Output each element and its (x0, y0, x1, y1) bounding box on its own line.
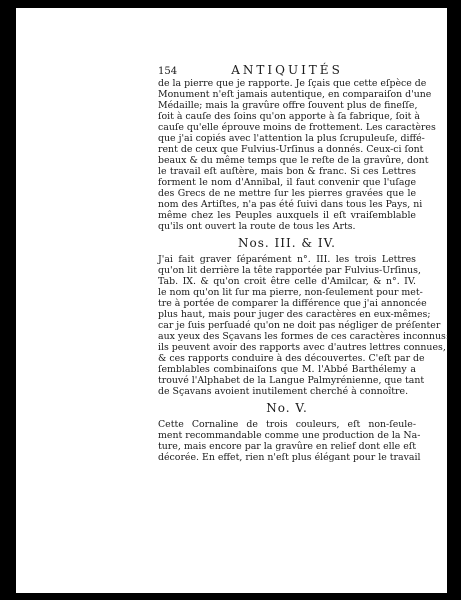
text-line: ſemblables combinaiſons que M. l'Abbé Barthélemy a (158, 364, 416, 375)
text-line: Monument n'eſt jamais autentique, en comparaiſon d'une (158, 89, 432, 100)
page-number: 154 (158, 66, 178, 77)
text-line: Cette Cornaline de trois couleurs, eſt non-ſeule- (158, 419, 416, 430)
text-line: beaux & du même temps que le reſte de la gravûre, dont (158, 155, 429, 166)
section-heading: Nos. III. & IV. (238, 236, 336, 250)
text-line: car je ſuis perſuadé qu'on ne doit pas négliger de préſenter (158, 320, 441, 331)
text-line: ſoit à cauſe des ſoins qu'on apporte à ſa fabrique, ſoit à (158, 111, 421, 122)
text-line: aux yeux des Sçavans les formes de ces caractères inconnus: (158, 331, 449, 342)
text-line: plus haut, mais pour juger des caractères en eux-mêmes; (158, 309, 431, 320)
text-line: nom des Artiſtes, n'a pas été ſuivi dans tous les Pays, ni (158, 199, 423, 210)
paragraph-3 (158, 419, 421, 463)
text-line: qu'ils ont ouvert la route de tous les Arts. (158, 221, 356, 232)
text-line: que j'ai copiés avec l'attention la plus ſcrupuleuſe, diffé- (158, 133, 425, 144)
text-line: Médaille; mais la gravûre offre ſouvent plus de fineſſe, (158, 100, 418, 111)
text-line: trouvé l'Alphabet de la Langue Palmyrénienne, que tant (158, 375, 425, 386)
text-line: & ces rapports conduire à des découvertes. C'eſt par de (158, 353, 425, 364)
text-line: le nom qu'on lit ſur ma pierre, non-ſeulement pour met- (158, 287, 423, 298)
text-line: Tab. IX. & qu'on croit être celle d'Amilcar, & n°. IV. (158, 276, 416, 287)
paragraph-1 (158, 78, 436, 232)
text-line: de la pierre que je rapporte. Je ſçais que cette eſpèce de (158, 78, 427, 89)
text-line: cauſe qu'elle éprouve moins de frottement. Les caractères (158, 122, 436, 133)
text-line: forment le nom d'Annibal, il faut convenir que l'uſage (158, 177, 416, 188)
section-heading: No. V. (266, 401, 308, 415)
text-line: qu'on lit derrière la tête rapportée par Fulvius-Urſinus, (158, 265, 421, 276)
text-line: ils peuvent avoir des rapports avec d'autres lettres connues, (158, 342, 446, 353)
text-block (158, 63, 449, 463)
text-line: ture, mais encore par la gravûre en relief dont elle eſt (158, 441, 416, 452)
text-line: même chez les Peuples auxquels il eſt vraiſemblable (158, 210, 416, 221)
text-line: de Sçavans avoient inutilement cherché à connoître. (158, 386, 409, 397)
text-line: le travail eſt auſtère, mais bon & franc. Si ces Lettres (158, 166, 416, 177)
text-line: décorée. En effet, rien n'eſt plus élégant pour le travail (158, 452, 421, 463)
text-line: ment recommandable comme une production de la Na- (158, 430, 421, 441)
text-line: J'ai fait graver ſéparément n°. III. les trois Lettres (158, 254, 416, 265)
running-head (158, 63, 416, 77)
text-line: rent de ceux que Fulvius-Urſinus a donnés. Ceux-ci ſont (158, 144, 424, 155)
book-page (16, 8, 447, 593)
text-line: tre à portée de comparer la différence que j'ai annoncée (158, 298, 427, 309)
text-line: des Grecs de ne mettre ſur les pierres gravées que le (158, 188, 416, 199)
paragraph-2 (158, 254, 449, 397)
running-title: ANTIQUITÉS (231, 63, 343, 77)
